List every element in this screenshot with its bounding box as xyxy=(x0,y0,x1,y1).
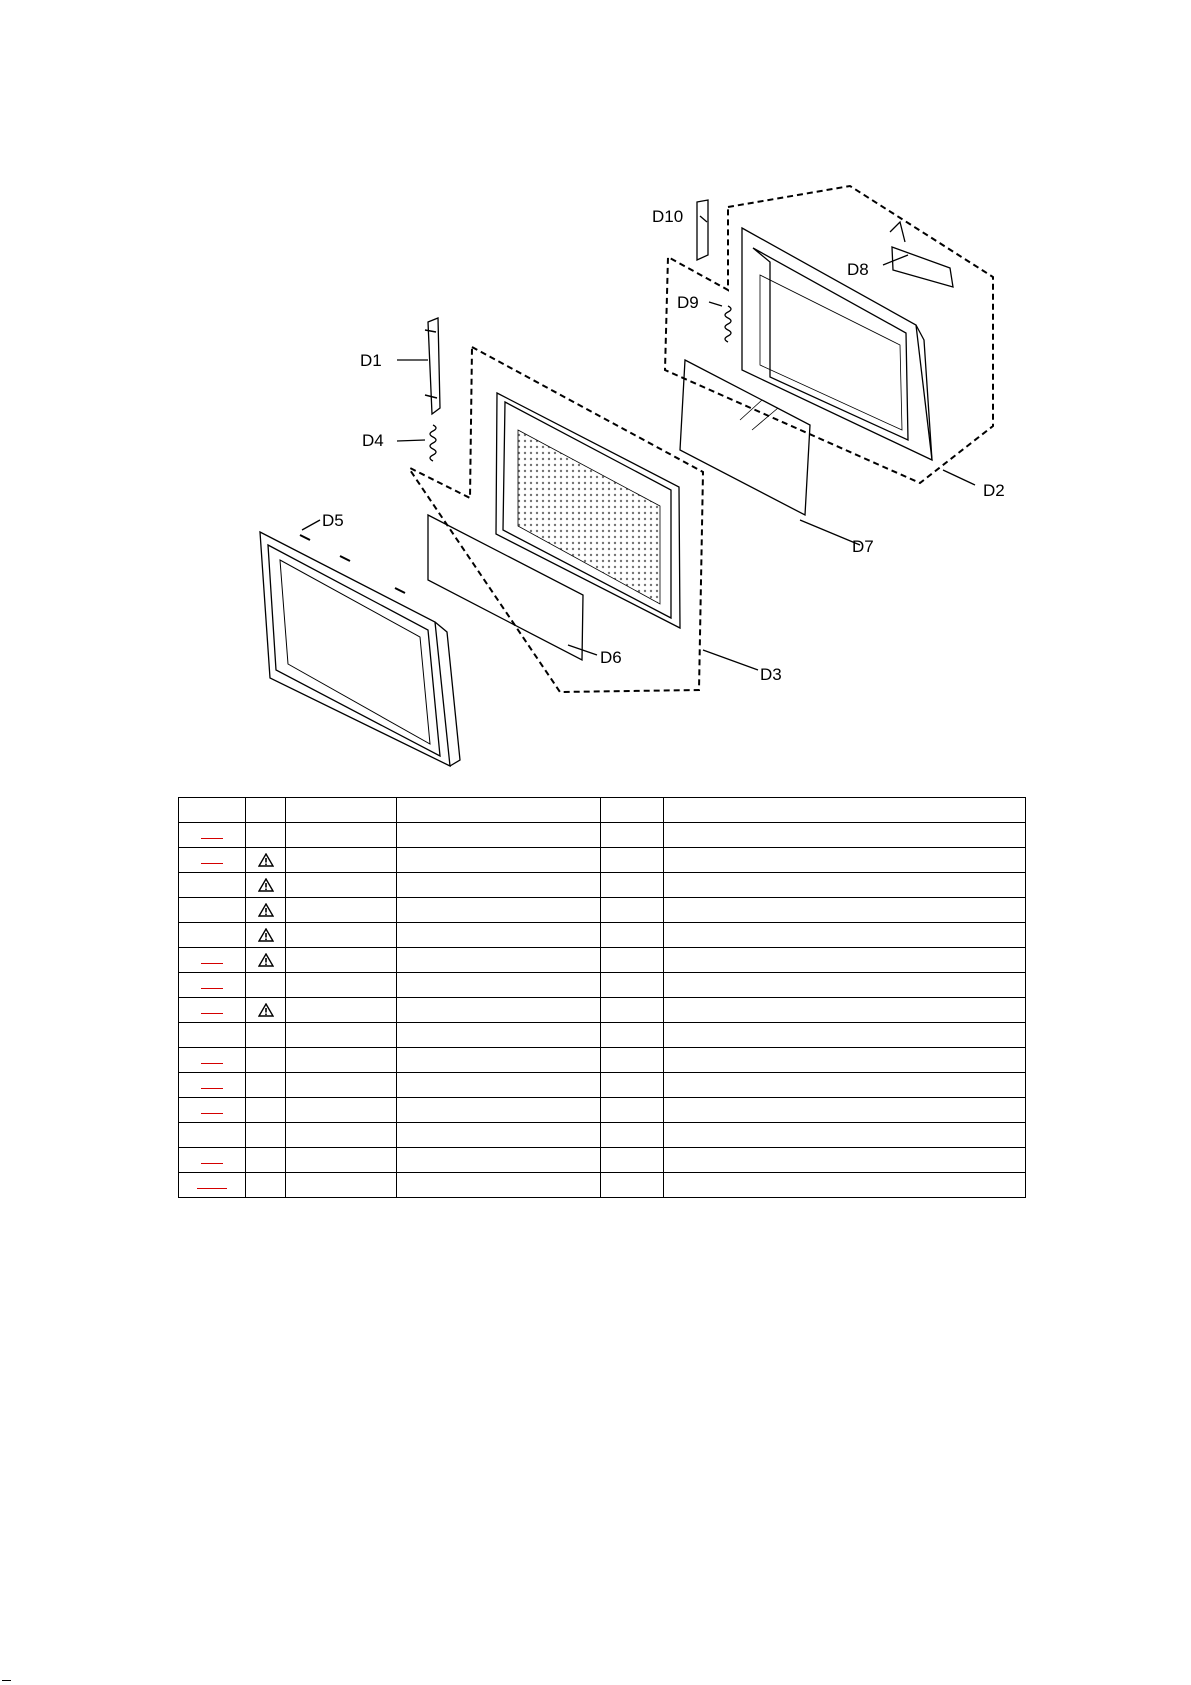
label-d10: D10 xyxy=(652,207,684,226)
table-cell xyxy=(601,1048,664,1073)
ref-cell xyxy=(179,1098,246,1123)
ref-link-mark[interactable] xyxy=(201,828,223,839)
table-cell xyxy=(601,1123,664,1148)
safety-cell xyxy=(246,1023,286,1048)
table-cell xyxy=(286,973,397,998)
table-cell xyxy=(286,1073,397,1098)
table-cell xyxy=(397,923,601,948)
page-corner-mark xyxy=(2,1680,11,1681)
table-header-row xyxy=(179,798,1026,823)
label-d2: D2 xyxy=(983,481,1005,500)
label-d4: D4 xyxy=(362,431,384,450)
ref-link-mark[interactable] xyxy=(201,1053,223,1064)
spring-d4 xyxy=(430,425,436,461)
table-cell xyxy=(601,923,664,948)
ref-cell xyxy=(179,1148,246,1173)
ref-cell xyxy=(179,823,246,848)
safety-cell xyxy=(246,973,286,998)
table-cell xyxy=(286,1173,397,1198)
ref-cell xyxy=(179,973,246,998)
ref-cell xyxy=(179,998,246,1023)
warning-triangle-icon xyxy=(246,928,285,942)
perforated-screen xyxy=(518,430,660,604)
ref-cell xyxy=(179,1048,246,1073)
ref-link-mark[interactable] xyxy=(201,1003,223,1014)
door-hook xyxy=(428,318,440,414)
ref-cell xyxy=(179,923,246,948)
warning-triangle-icon xyxy=(246,853,285,867)
ref-link-mark[interactable] xyxy=(201,978,223,989)
table-cell xyxy=(601,948,664,973)
warning-triangle-icon xyxy=(246,953,285,967)
table-row xyxy=(179,1098,1026,1123)
safety-cell xyxy=(246,1048,286,1073)
table-cell xyxy=(664,1048,1026,1073)
table-row xyxy=(179,948,1026,973)
table-cell xyxy=(286,923,397,948)
ref-link-mark[interactable] xyxy=(201,1153,223,1164)
table-cell xyxy=(397,1148,601,1173)
ref-link-mark[interactable] xyxy=(197,1178,227,1189)
safety-cell xyxy=(246,1148,286,1173)
ref-cell xyxy=(179,1023,246,1048)
table-row xyxy=(179,973,1026,998)
group-outline-d2 xyxy=(665,186,993,483)
safety-cell xyxy=(246,898,286,923)
label-d9: D9 xyxy=(677,293,699,312)
table-cell xyxy=(664,973,1026,998)
table-cell xyxy=(664,898,1026,923)
table-cell xyxy=(286,1098,397,1123)
table-cell xyxy=(664,1173,1026,1198)
safety-cell xyxy=(246,1173,286,1198)
parts-table xyxy=(178,797,1026,1198)
table-row xyxy=(179,873,1026,898)
outer-door-frame xyxy=(260,532,460,766)
table-cell xyxy=(397,998,601,1023)
safety-cell xyxy=(246,823,286,848)
table-cell xyxy=(286,898,397,923)
exploded-diagram xyxy=(0,0,1191,790)
table-cell xyxy=(601,1073,664,1098)
ref-cell xyxy=(179,848,246,873)
door-body xyxy=(742,228,932,460)
ref-cell xyxy=(179,873,246,898)
table-cell xyxy=(397,1123,601,1148)
table-cell xyxy=(397,898,601,923)
table-row xyxy=(179,1148,1026,1173)
table-cell xyxy=(286,1023,397,1048)
table-cell xyxy=(664,873,1026,898)
label-d5: D5 xyxy=(322,511,344,530)
table-cell xyxy=(601,973,664,998)
table-cell xyxy=(601,1173,664,1198)
table-row xyxy=(179,1173,1026,1198)
table-cell xyxy=(664,823,1026,848)
ref-cell xyxy=(179,1173,246,1198)
safety-cell xyxy=(246,848,286,873)
table-cell xyxy=(397,948,601,973)
table-cell xyxy=(286,1048,397,1073)
ref-cell xyxy=(179,948,246,973)
table-cell xyxy=(601,1098,664,1123)
table-cell xyxy=(664,1073,1026,1098)
table-cell xyxy=(601,898,664,923)
table-cell xyxy=(397,1073,601,1098)
table-cell xyxy=(664,948,1026,973)
ref-cell xyxy=(179,1073,246,1098)
ref-cell xyxy=(179,1123,246,1148)
door-glass xyxy=(680,360,810,515)
safety-cell xyxy=(246,873,286,898)
table-cell xyxy=(397,1023,601,1048)
table-cell xyxy=(601,848,664,873)
table-cell xyxy=(286,848,397,873)
ref-link-mark[interactable] xyxy=(201,853,223,864)
label-d8: D8 xyxy=(847,260,869,279)
safety-cell xyxy=(246,923,286,948)
table-row xyxy=(179,1123,1026,1148)
table-cell xyxy=(664,998,1026,1023)
label-d7: D7 xyxy=(852,537,874,556)
table-cell xyxy=(397,973,601,998)
table-cell xyxy=(601,1148,664,1173)
safety-cell xyxy=(246,948,286,973)
safety-cell xyxy=(246,1123,286,1148)
table-row xyxy=(179,848,1026,873)
table-cell xyxy=(664,1148,1026,1173)
table-cell xyxy=(397,873,601,898)
door-latch xyxy=(892,247,953,287)
table-row xyxy=(179,823,1026,848)
label-d6: D6 xyxy=(600,648,622,667)
label-strip-d10 xyxy=(697,200,708,260)
table-cell xyxy=(286,823,397,848)
spring-d9 xyxy=(725,306,731,342)
ref-link-mark[interactable] xyxy=(201,1103,223,1114)
table-cell xyxy=(286,1148,397,1173)
table-cell xyxy=(664,1123,1026,1148)
table-row xyxy=(179,998,1026,1023)
table-cell xyxy=(601,998,664,1023)
parts-table-body xyxy=(179,798,1026,1198)
ref-cell xyxy=(179,898,246,923)
safety-cell xyxy=(246,1098,286,1123)
label-d1: D1 xyxy=(360,351,382,370)
warning-triangle-icon xyxy=(246,878,285,892)
table-row xyxy=(179,1023,1026,1048)
table-cell xyxy=(601,823,664,848)
table-cell xyxy=(601,873,664,898)
table-cell xyxy=(664,1098,1026,1123)
table-cell xyxy=(601,1023,664,1048)
table-row xyxy=(179,1048,1026,1073)
table-cell xyxy=(397,1173,601,1198)
table-row xyxy=(179,923,1026,948)
table-row xyxy=(179,1073,1026,1098)
table-cell xyxy=(397,823,601,848)
warning-triangle-icon xyxy=(246,903,285,917)
table-cell xyxy=(286,948,397,973)
ref-link-mark[interactable] xyxy=(201,953,223,964)
safety-cell xyxy=(246,1073,286,1098)
ref-link-mark[interactable] xyxy=(201,1078,223,1089)
table-cell xyxy=(397,848,601,873)
table-cell xyxy=(397,1048,601,1073)
table-cell xyxy=(286,998,397,1023)
label-d3: D3 xyxy=(760,665,782,684)
table-cell xyxy=(286,1123,397,1148)
warning-triangle-icon xyxy=(246,1003,285,1017)
table-cell xyxy=(664,848,1026,873)
table-row xyxy=(179,898,1026,923)
safety-cell xyxy=(246,998,286,1023)
table-cell xyxy=(664,923,1026,948)
table-cell xyxy=(664,1023,1026,1048)
table-cell xyxy=(397,1098,601,1123)
table-cell xyxy=(286,873,397,898)
